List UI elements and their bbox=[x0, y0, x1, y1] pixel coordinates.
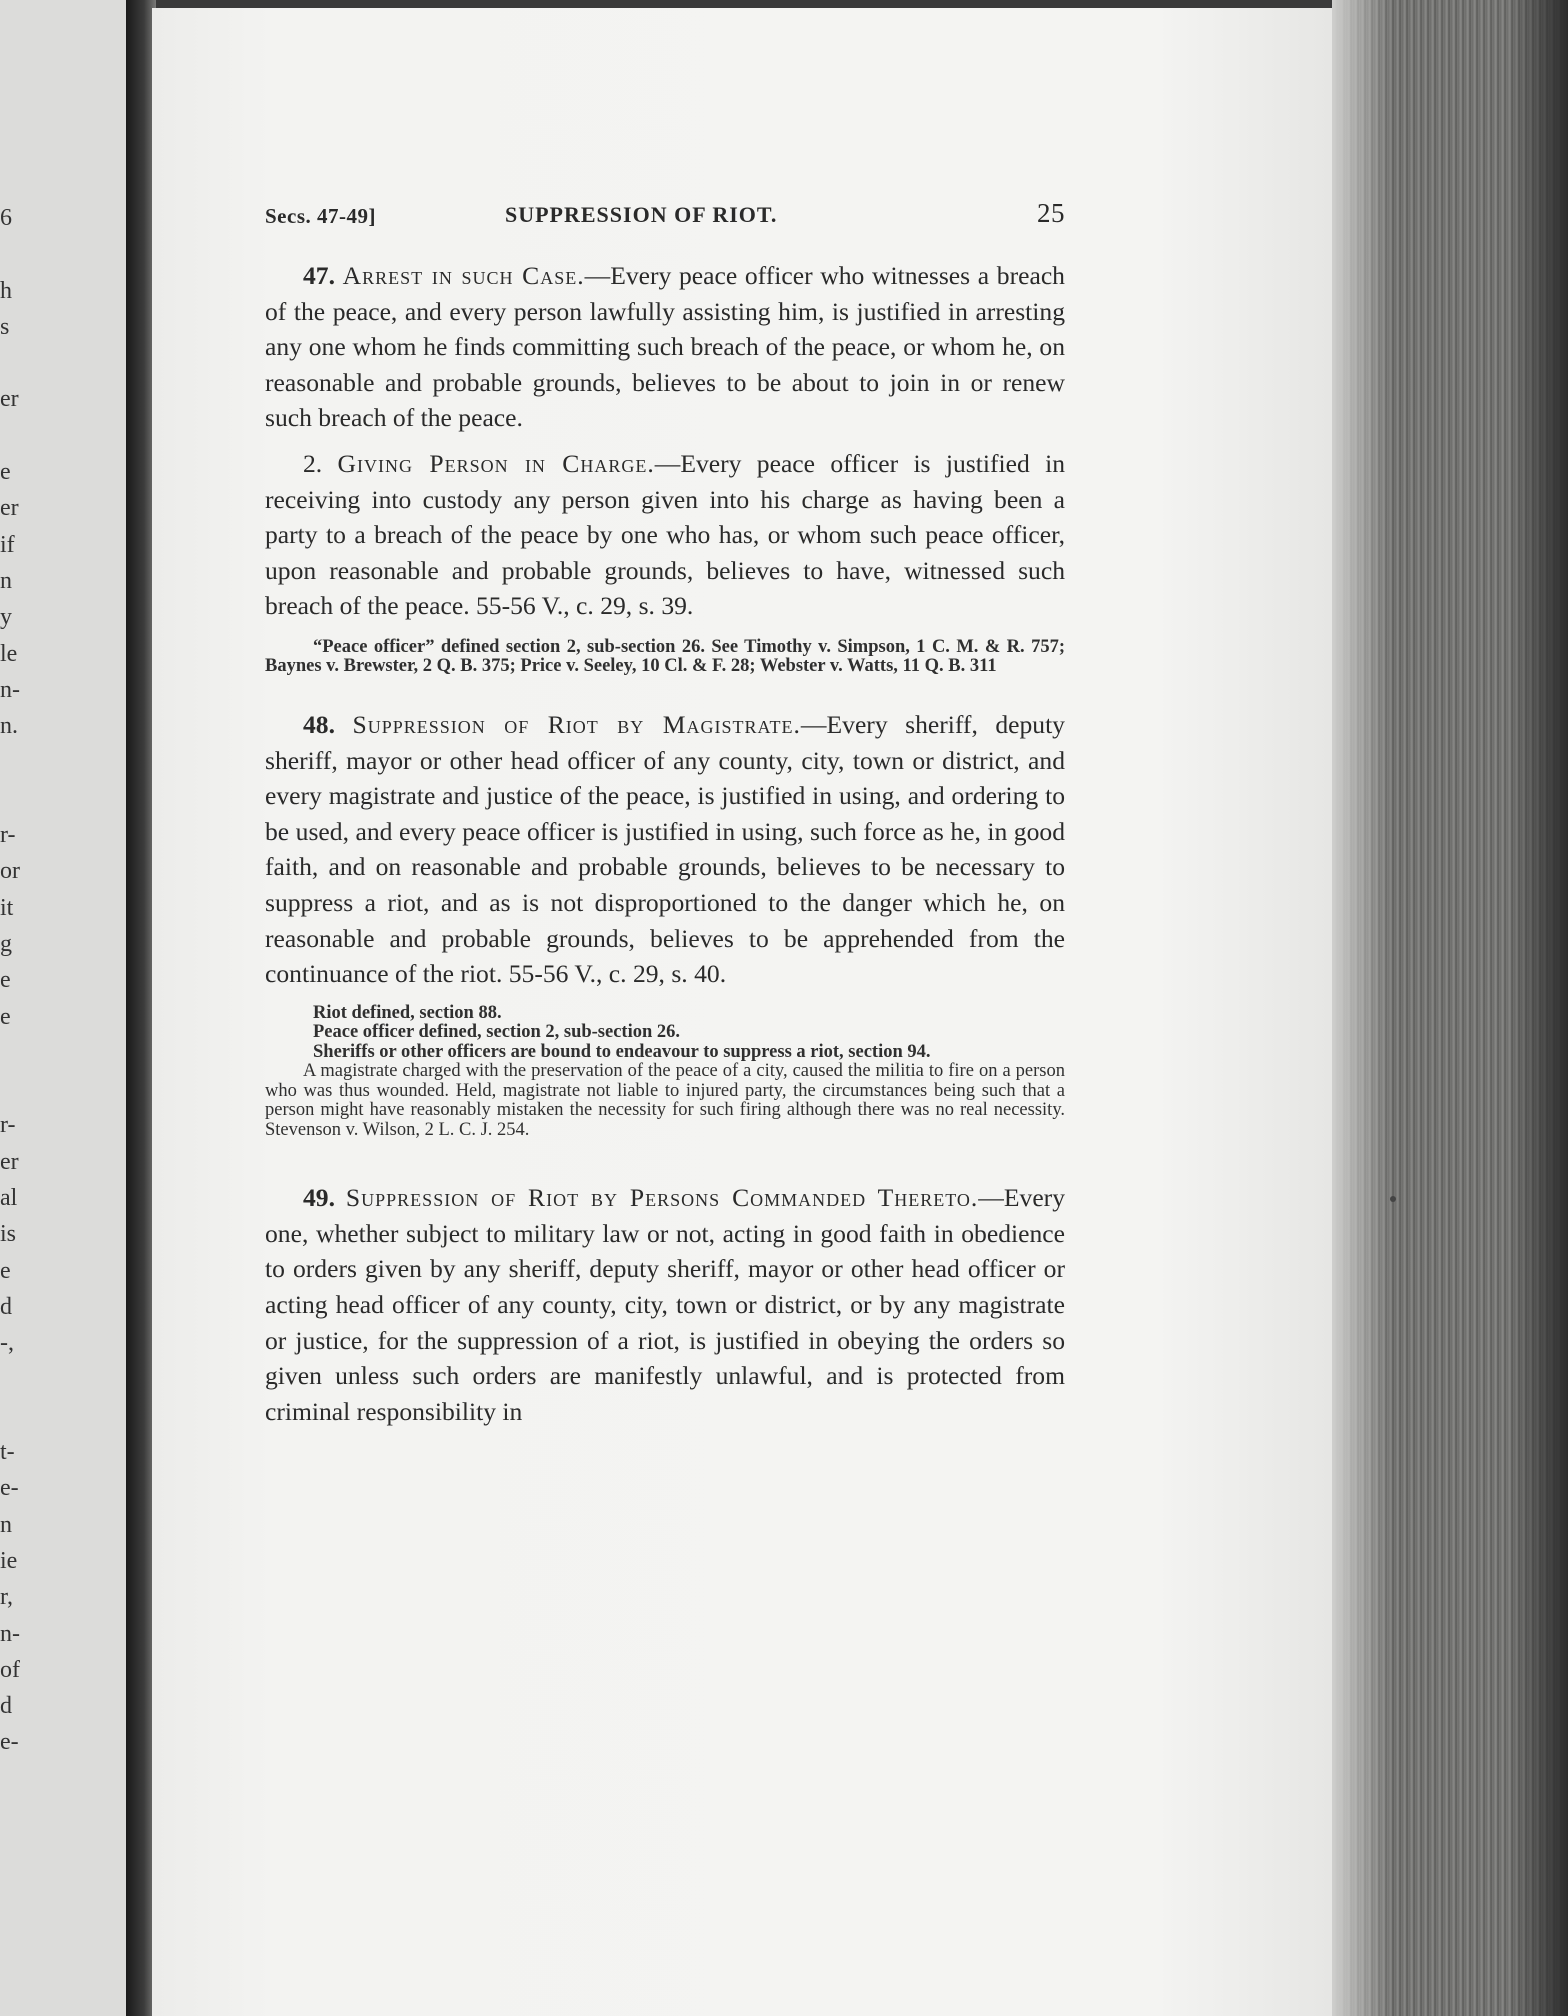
left-page-fragment: er bbox=[0, 386, 19, 413]
page-number: 25 bbox=[1037, 198, 1065, 228]
section-heading: Arrest in such Case. bbox=[342, 261, 585, 290]
annotation-riot-defined: Riot defined, section 88. bbox=[313, 1002, 502, 1023]
section-text: —Every one, whether subject to military law or not, acting in good faith in obedience to orders given by any sheriff, deputy sheriff, mayor or other head officer or acting head officer of any county, city, town or district, or by any magistrate or justice, for the suppression of a riot, is justified in obeying the orders so given unless such orders are manifestly unlawful, and is protected from criminal responsibility in bbox=[265, 1183, 1066, 1426]
section-48 bbox=[265, 707, 1065, 992]
annotation-sheriffs-duty: Sheriffs or other officers are bound to endeavour to suppress a riot, section 94. bbox=[313, 1041, 931, 1062]
left-page-fragment: is bbox=[0, 1221, 17, 1248]
subsection-number: 2. bbox=[303, 448, 323, 478]
left-page-fragment: n- bbox=[0, 1620, 20, 1647]
left-page-fragment: er bbox=[0, 1148, 19, 1175]
left-page-fragment bbox=[0, 1362, 30, 1398]
section-number: 49. bbox=[303, 1183, 335, 1213]
left-page-fragment: it bbox=[0, 894, 14, 921]
left-page-fragment: r, bbox=[0, 1584, 14, 1611]
body-text bbox=[265, 258, 1065, 1429]
section-heading: Suppression of Riot by Persons Commanded Thereto. bbox=[345, 1183, 979, 1213]
section-heading: Suppression of Riot by Magistrate. bbox=[352, 709, 801, 739]
section-text: —Every peace officer who witnesses a breach of the peace, and every person lawfully assisting him, is justified in arresting any one whom he finds committing such breach of the peace, or whom he, on reasonable and probable grounds, believes to be about to join in or renew such breach of the peace. bbox=[265, 261, 1065, 433]
left-page-fragment: n- bbox=[0, 676, 20, 703]
left-page-fragment: ie bbox=[0, 1547, 18, 1574]
left-page-fragment: t- bbox=[0, 1439, 15, 1466]
left-page bbox=[0, 0, 128, 2016]
section-48-annotations bbox=[265, 1004, 1065, 1141]
running-head-title: SUPPRESSION OF RIOT. bbox=[505, 202, 778, 227]
left-page-fragment: e- bbox=[0, 1475, 19, 1502]
annotation-peace-officer-defined: Peace officer defined, section 2, sub-section 26. bbox=[313, 1022, 681, 1043]
subsection-text: —Every peace officer is justified in receiving into custody any person given into his charge as having been a party to a breach of the peace by one who has, or whom such peace officer, upon reasonable and probable grounds, believes to have, witnessed such breach of the peace. 55-56 V., c. 29, s. 39. bbox=[265, 448, 1065, 621]
left-page-fragment: le bbox=[0, 640, 18, 667]
left-page-fragment: of bbox=[0, 1656, 20, 1683]
page-edges bbox=[1332, 0, 1568, 2016]
left-page-fragment: r- bbox=[0, 1112, 16, 1139]
section-text: —Every sheriff, deputy sheriff, mayor or other head officer of any county, city, town or district, and every magistrate and justice of the peace, is justified in using, and ordering to be used, and every peace officer is justified in using, such force as he, in good faith, and on reasonable and probable grounds, believes to be necessary to suppress a riot, and as is not disproportioned to the danger which he, on reasonable and probable grounds, believes to be apprehended from the continuance of the riot. 55-56 V., c. 29, s. 40. bbox=[265, 709, 1065, 989]
subsection-heading: Giving Person in Charge. bbox=[337, 448, 655, 478]
annotation-text: “Peace officer” defined section 2, sub-section 26. See Timothy v. Simpson, 1 C. M. & R. 757; Baynes v. Brewster, 2 Q. B. 375; Price v. Seeley, 10 Cl. & F. 28; Webster v. Watts, 11 Q. B. 311 bbox=[265, 636, 1065, 677]
section-47-annotation bbox=[265, 638, 1065, 677]
running-head-sections: Secs. 47-49] bbox=[265, 204, 376, 228]
left-page-fragment: e bbox=[0, 967, 11, 994]
left-page-fragment: g bbox=[0, 930, 12, 957]
left-page-fragment: d bbox=[0, 1693, 12, 1720]
left-page-fragment: y bbox=[0, 604, 12, 631]
left-page-fragment: al bbox=[0, 1185, 18, 1212]
left-page-fragment: e bbox=[0, 1003, 11, 1030]
running-head bbox=[265, 198, 1065, 234]
left-page-fragment: r- bbox=[0, 822, 16, 849]
left-page-fragment: n bbox=[0, 567, 12, 594]
left-page-fragment: e bbox=[0, 1257, 11, 1284]
left-page-fragment bbox=[0, 744, 30, 780]
left-page-fragment: h bbox=[0, 277, 12, 304]
section-47 bbox=[265, 258, 1065, 436]
left-page-fragment bbox=[0, 1035, 30, 1071]
left-page-fragment: d bbox=[0, 1293, 12, 1320]
left-page-fragment bbox=[0, 1071, 30, 1107]
left-page-fragment: or bbox=[0, 858, 20, 885]
left-page-text-fragments bbox=[0, 200, 30, 1761]
section-47-subsection-2 bbox=[265, 446, 1065, 624]
page-speck bbox=[1390, 1196, 1396, 1202]
left-page-fragment bbox=[0, 1398, 30, 1434]
left-page-fragment bbox=[0, 418, 30, 454]
left-page-fragment: er bbox=[0, 495, 19, 522]
left-page-fragment bbox=[0, 236, 30, 272]
left-page-fragment: 6 bbox=[0, 205, 12, 231]
section-49 bbox=[265, 1180, 1065, 1429]
annotation-case-note: A magistrate charged with the preservation of the peace of a city, caused the militia to fire on a person who was thus wounded. Held, magistrate not liable to injured party, the circumstances being such that a person might have reasonably mistaken the necessity for such firing although there was no real necessity. Stevenson v. Wilson, 2 L. C. J. 254. bbox=[265, 1061, 1065, 1140]
left-page-fragment: e bbox=[0, 459, 11, 486]
section-number: 48. bbox=[303, 709, 335, 739]
section-number: 47. bbox=[303, 261, 335, 290]
left-page-fragment: n. bbox=[0, 713, 18, 740]
left-page-fragment: -, bbox=[0, 1330, 14, 1357]
left-page-fragment: s bbox=[0, 313, 10, 340]
left-page-fragment bbox=[0, 345, 30, 381]
left-page-fragment: n bbox=[0, 1511, 12, 1538]
left-page-fragment: e- bbox=[0, 1729, 19, 1756]
left-page-fragment: if bbox=[0, 531, 15, 558]
left-page-fragment bbox=[0, 781, 30, 817]
